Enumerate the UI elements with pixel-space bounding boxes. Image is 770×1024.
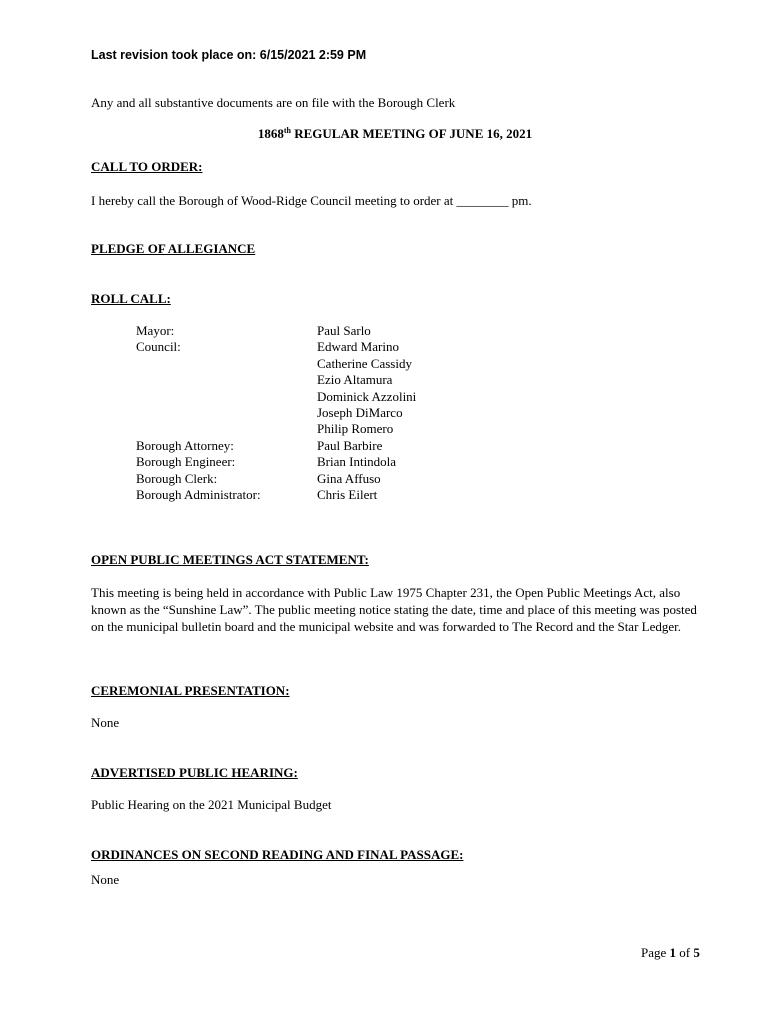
roll-name: Paul Barbire — [317, 437, 383, 453]
roll-name: Edward Marino — [317, 339, 399, 355]
call-to-order-text: I hereby call the Borough of Wood-Ridge Council meeting to order at ________ pm. — [91, 193, 532, 208]
roll-name: Joseph DiMarco — [317, 404, 403, 420]
roll-role: Borough Clerk: — [136, 470, 218, 486]
page-number — [641, 945, 700, 961]
roll-call-heading: ROLL CALL: — [91, 291, 171, 306]
opma-text: This meeting is being held in accordance with Public Law 1975 Chapter 231, the Open Public Meetings Act, also known as the “Sunshine Law”. The public meeting notice stating the date, time and place of this meeting was posted on the municipal bulletin board and the municipal website and was forwarded to The Record and the Star Ledger. — [91, 585, 697, 634]
meeting-number: 1868 — [257, 126, 284, 141]
roll-role: Borough Attorney: — [136, 437, 234, 453]
roll-name: Philip Romero — [317, 421, 394, 437]
roll-name: Chris Eilert — [317, 486, 378, 502]
opma-heading: OPEN PUBLIC MEETINGS ACT STATEMENT: — [91, 552, 369, 567]
roll-name: Catherine Cassidy — [317, 355, 412, 371]
revision-note: Last revision took place on: 6/15/2021 2:59 PM — [91, 48, 367, 62]
roll-role — [136, 421, 261, 437]
ceremonial-text: None — [91, 715, 120, 730]
total-pages: 5 — [693, 945, 700, 960]
hearing-text: Public Hearing on the 2021 Municipal Budget — [91, 797, 332, 812]
ordinances-heading: ORDINANCES ON SECOND READING AND FINAL PASSAGE: — [91, 847, 464, 862]
meeting-title — [0, 126, 770, 142]
hearing-heading: ADVERTISED PUBLIC HEARING: — [91, 765, 298, 780]
roll-name: Gina Affuso — [317, 470, 381, 486]
current-page: 1 — [669, 945, 677, 960]
roll-name: Ezio Altamura — [317, 372, 393, 388]
roll-name: Dominick Azzolini — [317, 388, 417, 404]
ceremonial-heading: CEREMONIAL PRESENTATION: — [91, 683, 290, 698]
meeting-title-rest: REGULAR MEETING OF JUNE 16, 2021 — [291, 126, 533, 141]
page-label: Page — [641, 945, 670, 960]
ordinances-text: None — [91, 872, 120, 887]
roll-call-roles — [136, 323, 261, 503]
of-label: of — [676, 945, 694, 960]
roll-role: Borough Engineer: — [136, 454, 236, 470]
roll-role — [136, 389, 261, 405]
roll-role: Mayor: — [136, 323, 175, 338]
roll-role — [136, 356, 261, 372]
call-to-order-heading: CALL TO ORDER: — [91, 159, 203, 174]
pledge-heading: PLEDGE OF ALLEGIANCE — [91, 241, 256, 256]
documents-notice: Any and all substantive documents are on file with the Borough Clerk — [91, 95, 456, 110]
roll-name: Brian Intindola — [317, 454, 397, 470]
roll-call-names — [317, 323, 416, 503]
roll-name: Paul Sarlo — [317, 323, 371, 338]
roll-role: Council: — [136, 339, 181, 355]
roll-role: Borough Administrator: — [136, 486, 261, 502]
roll-role — [136, 405, 261, 421]
meeting-number-suffix: th — [283, 126, 291, 135]
roll-role — [136, 372, 261, 388]
